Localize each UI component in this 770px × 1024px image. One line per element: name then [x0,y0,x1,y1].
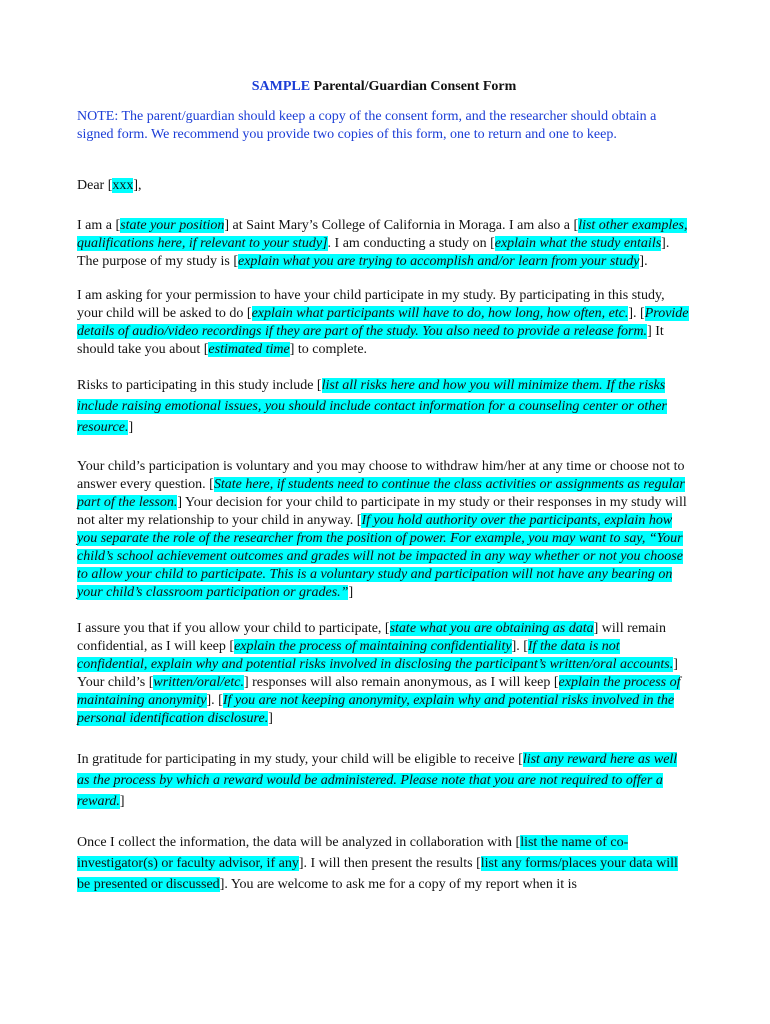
body-text: I assure you that if you allow your child to participate, [ [77,621,390,636]
placeholder-instruction: If the data is not confidential, explain why and potential risks involved in disclosing the participant’s written/oral accounts. [77,639,674,672]
placeholder-instruction: written/oral/etc. [153,675,244,690]
body-text: ] [348,585,354,600]
paragraph-analysis [77,832,691,895]
placeholder-instruction: state your position [120,218,225,233]
body-text: ] responses will also remain anonymous, as I will keep [ [243,675,559,690]
paragraph-confidentiality [77,620,691,728]
placeholder-instruction: list any reward here as well as the process by which a reward would be administered. Please note that you are not required to offer a reward. [77,752,678,809]
body-text: ] Your decision for your child to participate in my study or their responses in my study will not alter my relationship to your child in anyway. [ [77,495,687,528]
body-text: ]. The purpose of my study is [ [77,236,670,269]
body-text: ]. [ [628,306,645,321]
paragraph-position [77,217,691,271]
body-text: ] Your child’s [ [77,657,678,690]
salutation-placeholder: xxx [112,178,134,193]
body-text: ]. I will then present the results [ [298,856,481,871]
placeholder-instruction: Provide details of audio/video recordings if they are part of the study. You also need to provide a release form. [77,306,689,339]
body-text: Once I collect the information, the data will be analyzed in collaboration with [ [77,835,521,850]
placeholder-instruction: list other examples, qualifications here, if relevant to your study] [77,218,688,251]
body-text: ] It should take you about [ [77,324,664,357]
placeholder-instruction: If you are not keeping anonymity, explain why and potential risks involved in the personal identification disclosure. [77,693,675,726]
placeholder-instruction: If you hold authority over the participants, explain how you separate the role of the researcher from the position of power. For example, you may want to say, “Your child’s school achievement outcomes and grades will not be impacted in any way whether or not you choose to allow your child to participate. This is a voluntary study and participation will not have any bearing on your child’s classroom participation or grades.” [77,513,683,600]
body-text: I am asking for your permission to have your child participate in my study. By participating in this study, your child will be asked to do [ [77,288,665,321]
body-text: ]. [ [206,693,223,708]
salutation-prefix: Dear [ [77,178,113,193]
placeholder-instruction: state what you are obtaining as data [389,621,594,636]
placeholder-instruction: list the name of co-investigator(s) or faculty advisor, if any [77,835,629,871]
placeholder-instruction: explain what the study entails [494,236,662,251]
body-text: ] [128,420,134,435]
paragraph-reward [77,749,691,812]
body-text: Your child’s participation is voluntary and you may choose to withdraw him/her at any time or choose not to answer every question. [ [77,459,685,492]
body-text: ]. [639,254,648,269]
placeholder-instruction: list any forms/places your data will be presented or discussed [77,856,678,892]
body-text: ]. You are welcome to ask me for a copy of my report when it is [219,877,577,892]
placeholder-instruction: explain the process of maintaining anonymity [77,675,681,708]
salutation [77,177,691,195]
placeholder-instruction: list all risks here and how you will minimize them. If the risks include raising emotional issues, you should include contact information for a counseling center or other resource. [77,378,667,435]
body-text: ] at Saint Mary’s College of California in Moraga. I am also a [ [224,218,579,233]
body-text: ]. [ [511,639,528,654]
note-paragraph: NOTE: The parent/guardian should keep a copy of the consent form, and the researcher should obtain a signed form. We recommend you provide two copies of this form, one to return and one to keep. [77,109,657,142]
placeholder-instruction: explain the process of maintaining confidentiality [234,639,512,654]
body-text: . I am conducting a study on [ [327,236,495,251]
title-text: Parental/Guardian Consent Form [310,79,517,94]
body-text: Risks to participating in this study include [ [77,378,322,393]
placeholder-instruction: estimated time [208,342,290,357]
title-sample-label: SAMPLE [251,79,311,94]
body-text: ] to complete. [289,342,368,357]
placeholder-instruction: State here, if students need to continue the class activities or assignments as regular part of the lesson. [77,477,685,510]
body-text: I am a [ [77,218,121,233]
body-text: ] [119,794,125,809]
body-text: ] will remain confidential, as I will keep [ [77,621,666,654]
consent-form-page [77,78,691,911]
paragraph-risks [77,375,691,438]
body-text: ] [268,711,273,726]
paragraph-voluntary [77,458,691,602]
placeholder-instruction: explain what you are trying to accomplish and/or learn from your study [237,254,640,269]
body-text: In gratitude for participating in my study, your child will be eligible to receive [ [77,752,523,767]
placeholder-instruction: explain what participants will have to do, how long, how often, etc. [251,306,629,321]
salutation-suffix: ], [133,178,142,193]
page-title [77,78,691,96]
paragraph-permission [77,287,691,359]
